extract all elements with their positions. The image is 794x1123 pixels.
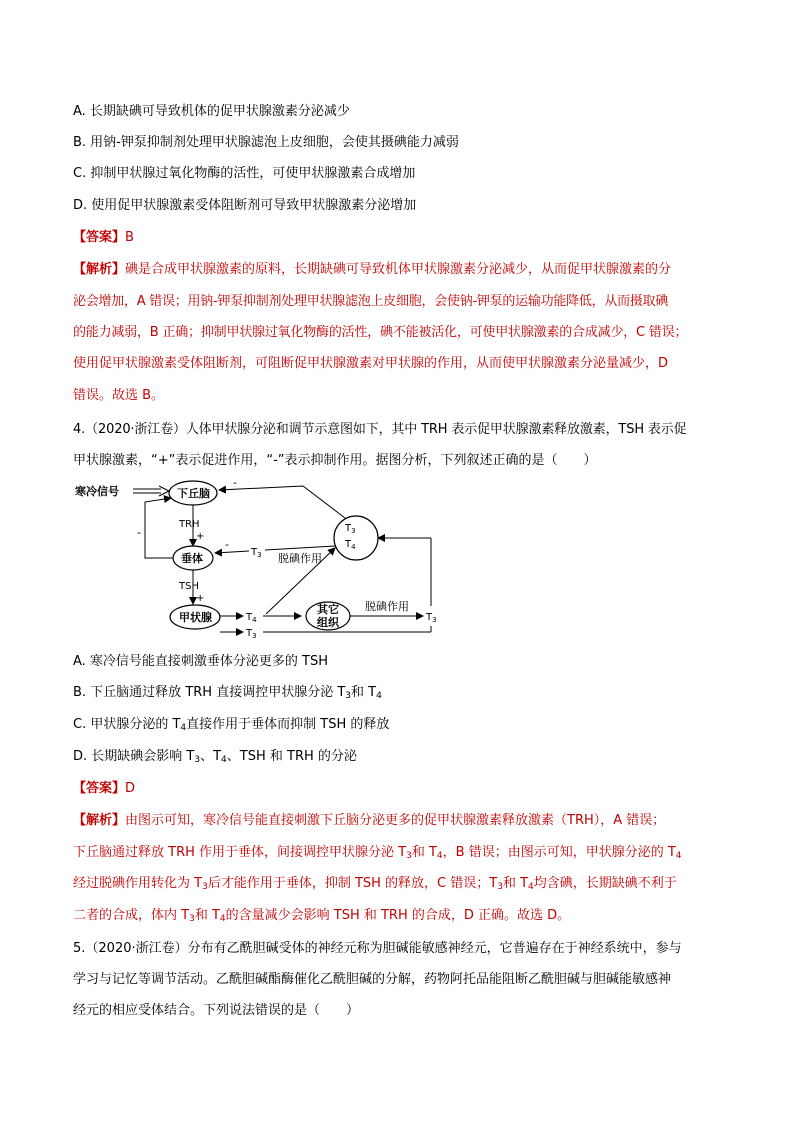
q4-answer xyxy=(73,779,135,799)
q4-stem-line-2: 甲状腺激素，“+”表示促进作用，“-”表示抑制作用。据图分析，下列叙述正确的是（ ） xyxy=(73,453,597,468)
circle-t4-label: $T_4$ xyxy=(345,539,356,551)
q3-analysis-line-5: 错误。故选 B。 xyxy=(73,388,165,403)
q4-analysis-line-2: 下丘脑通过释放 TRH 作用于垂体，间接调控甲状腺分泌 $T_3$和 $T_4$，B 错误；由图示可知，甲状腺分泌的 $T_4$ xyxy=(73,845,682,861)
q4-analysis-line-1 xyxy=(73,811,665,831)
other-tissue-label-1: 其它 xyxy=(317,603,339,616)
hypothalamus-label: 下丘脑 xyxy=(177,487,210,500)
q4-analysis-line-4: 二者的合成，体内 $T_3$和 $T_4$的含量减少会影响 TSH 和 TRH 的合成，D 正确。故选 D。 xyxy=(73,908,571,924)
tsh-plus-sign: + xyxy=(196,593,205,604)
answer-tag: 【答案】 xyxy=(73,230,126,245)
tsh-label: TSH xyxy=(179,581,199,592)
left-feedback-minus-sign: - xyxy=(137,526,141,539)
pituitary-minus-sign: - xyxy=(225,538,229,551)
answer-tag: 【答案】 xyxy=(73,781,126,796)
circle-t3-label: $T_3$ xyxy=(345,523,356,535)
thyroid-t4-label: $T_4$ xyxy=(246,612,257,624)
analysis-text: 由图示可知，寒冷信号能直接刺激下丘脑分泌更多的促甲状腺激素释放激素（TRH），A 错误； xyxy=(125,813,666,828)
q3-analysis-line-2: 泌会增加，A 错误；用钠-钾泵抑制剂处理甲状腺滤泡上皮细胞，会使钠-钾泵的运输功能降低，从而摄取碘 xyxy=(73,294,669,309)
q5-stem-line-3: 经元的相应受体结合。下列说法错误的是（ ） xyxy=(73,1003,360,1018)
q4-option-a: A. 寒冷信号能直接刺激垂体分泌更多的 TSH xyxy=(73,654,329,669)
thyroid-regulation-diagram xyxy=(73,476,453,641)
deiodination-label-upper: 脱碘作用 xyxy=(278,552,322,565)
cold-signal-arrowhead xyxy=(159,486,169,496)
answer-value: B xyxy=(125,230,134,245)
q4-analysis-line-3: 经过脱碘作用转化为 $T_3$后才能作用于垂体，抑制 TSH 的释放，C 错误；$T_3$和 $T_4$均含碘，长期缺碘不利于 xyxy=(73,876,677,892)
thyroid-t3-label: $T_3$ xyxy=(246,628,257,640)
q3-analysis-line-4: 使用促甲状腺激素受体阻断剂，可阻断促甲状腺激素对甲状腺的作用，从而使甲状腺激素分泌量减少，D xyxy=(73,356,669,371)
tissue-t3-label: $T_3$ xyxy=(426,612,437,624)
analysis-text: 碘是合成甲状腺激素的原料，长期缺碘可导致机体甲状腺激素分泌减少，从而促甲状腺激素的分 xyxy=(125,262,672,277)
q3-analysis-line-3: 的能力减弱，B 正确；抑制甲状腺过氧化物酶的活性，碘不能被活化，可使甲状腺激素的合成减少，C 错误； xyxy=(73,325,688,340)
trh-plus-sign: + xyxy=(196,531,205,542)
q4-option-c: C. 甲状腺分泌的 $T_4$直接作用于垂体而抑制 TSH 的释放 xyxy=(73,717,390,733)
t3-to-pituitary-arrow xyxy=(215,551,249,553)
circle-deiodination-line xyxy=(265,546,335,550)
q3-answer xyxy=(73,228,134,248)
answer-value: D xyxy=(125,781,136,796)
q3-analysis-line-1 xyxy=(73,260,671,280)
thyroid-label: 甲状腺 xyxy=(179,611,212,624)
q3-option-d: D. 使用促甲状腺激素受体阻断剂可导致甲状腺激素分泌增加 xyxy=(73,198,417,213)
pituitary-label: 垂体 xyxy=(181,552,203,565)
q3-option-c: C. 抑制甲状腺过氧化物酶的活性，可使甲状腺激素合成增加 xyxy=(73,166,416,181)
cold-signal-label: 寒冷信号 xyxy=(75,485,119,498)
q4-option-d: D. 长期缺碘会影响 $T_3$、$T_4$、TSH 和 TRH 的分泌 xyxy=(73,749,357,765)
q5-stem-line-1: 5.（2020·浙江卷）分布有乙酰胆碱受体的神经元称为胆碱能敏感神经元，它普遍存在于神经系统中，参与 xyxy=(73,941,682,956)
pituitary-hypothalamus-feedback-arrow xyxy=(145,498,173,558)
trh-label: TRH xyxy=(179,519,200,530)
q4-stem-line-1: 4.（2020·浙江卷）人体甲状腺分泌和调节示意图如下，其中 TRH 表示促甲状腺激素释放激素，TSH 表示促 xyxy=(73,422,687,437)
other-tissue-label-2: 组织 xyxy=(317,616,339,629)
t3-t4-circle-node xyxy=(334,516,378,560)
deiodination-label-lower: 脱碘作用 xyxy=(365,600,409,613)
q4-option-b: B. 下丘脑通过释放 TRH 直接调控甲状腺分泌 $T_3$和 $T_4$ xyxy=(73,685,382,701)
pituitary-t3-label: $T_3$ xyxy=(251,547,262,559)
circle-hypothalamus-feedback-arrow xyxy=(219,486,345,518)
q3-option-a: A. 长期缺碘可导致机体的促甲状腺激素分泌减少 xyxy=(73,104,350,119)
q5-stem-line-2: 学习与记忆等调节活动。乙酰胆碱酯酶催化乙酰胆碱的分解，药物阿托品能阻断乙酰胆碱与胆碱能敏感神 xyxy=(73,972,672,987)
top-feedback-minus-sign: - xyxy=(233,476,237,489)
analysis-tag: 【解析】 xyxy=(73,262,126,277)
q3-option-b: B. 用钠-钾泵抑制剂处理甲状腺滤泡上皮细胞，会使其摄碘能力减弱 xyxy=(73,135,459,150)
analysis-tag: 【解析】 xyxy=(73,813,126,828)
